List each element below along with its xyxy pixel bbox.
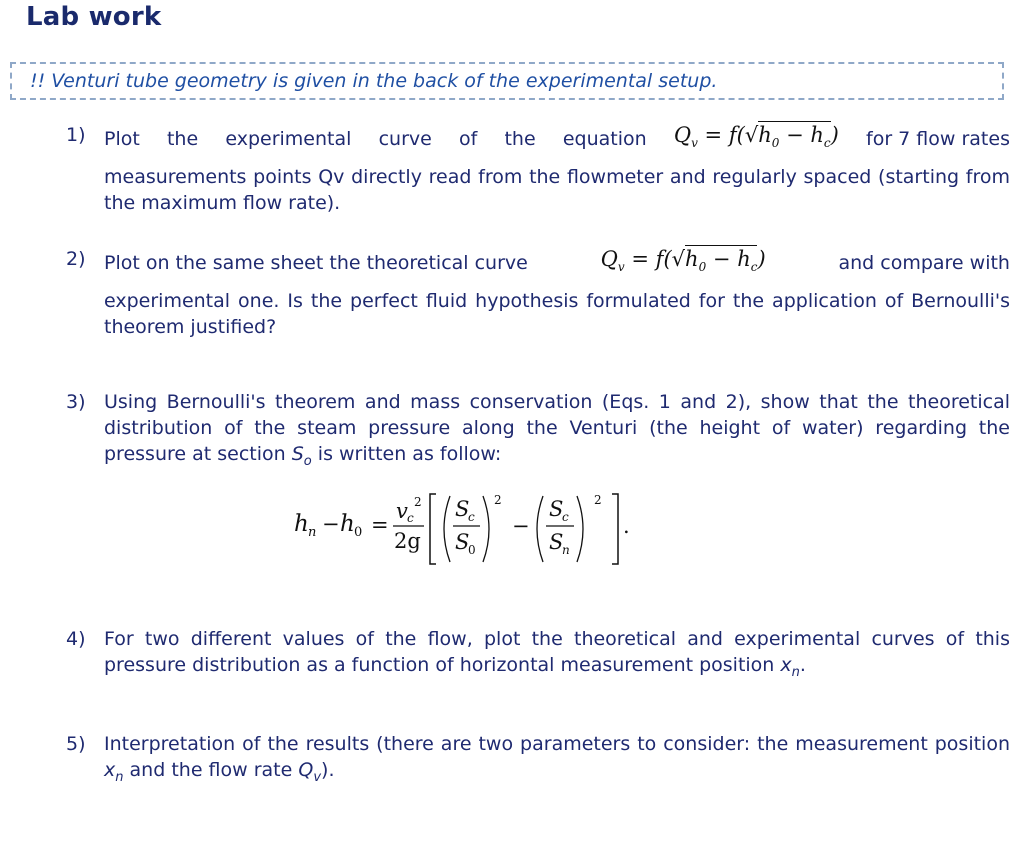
list-item [66,626,1010,686]
svg-text:2: 2 [494,493,502,507]
item-number: 3) [66,391,86,413]
list-item [66,246,1010,340]
svg-text:S: S [549,497,564,521]
item-first-line: Plot on the same sheet the theoretical curve $Q_v = f(√h_0 - h_c)$ and compare with [104,246,1010,280]
svg-text:S: S [455,497,470,521]
svg-text:=: = [371,513,389,537]
inline-equation: $Q_v = f(√h_0 - h_c)$ [600,247,766,275]
item-number: 4) [66,628,86,650]
svg-text:2: 2 [414,495,422,509]
list-item [66,389,1010,475]
item-number: 1) [66,124,86,146]
item-text: Using Bernoulli's theorem and mass conservation (Eqs. 1 and 2), show that the theoretical distribution of the steam pressure along the Venturi (the height of water) regarding the pressure at section $S_o$ is written as follow: [104,391,1010,469]
svg-text:2: 2 [594,493,602,507]
svg-text:c: c [468,510,475,524]
svg-text:h: h [294,511,309,537]
svg-text:−: − [322,512,340,536]
item-text: measurements points Qv directly read from the flowmeter and regularly spaced (starting from the maximum flow rate). [104,166,1010,215]
svg-text:0: 0 [354,525,363,540]
svg-text:h: h [340,511,355,537]
svg-text:.: . [623,514,630,538]
pressure-distribution-equation [290,478,650,574]
svg-text:c: c [407,511,414,525]
svg-text:S: S [455,530,470,554]
note-text: !! Venturi tube geometry is given in the back of the experimental setup. [30,70,718,92]
page-title: Lab work [26,2,162,32]
item-number: 2) [66,248,86,270]
item-text: experimental one. Is the perfect fluid hypothesis formulated for the application of Bernoulli's theorem justified? [104,290,1010,339]
list-item [66,122,1010,216]
item-first-line: Plot the experimental curve of the equation $Q_v = f(√h_0 - h_c)$ for 7 flow rates [104,122,1010,156]
item-text: For two different values of the flow, plot the theoretical and experimental curves of this pressure distribution as a function of horizontal measurement position $x_n$. [104,628,1010,680]
svg-text:S: S [549,530,564,554]
svg-text:n: n [562,543,570,557]
svg-text:n: n [308,525,317,540]
list-item [66,731,1010,791]
svg-text:−: − [512,514,530,538]
inline-equation: $Q_v = f(√h_0 - h_c)$ [673,123,839,151]
svg-text:2g: 2g [394,529,421,553]
note-box [10,62,1004,100]
item-number: 5) [66,733,86,755]
svg-text:v: v [396,499,408,523]
item-text: Interpretation of the results (there are two parameters to consider: the measurement position $x_n$ and the flow rate $Q_v$). [104,733,1010,785]
svg-text:0: 0 [468,543,476,557]
svg-text:c: c [562,510,569,524]
